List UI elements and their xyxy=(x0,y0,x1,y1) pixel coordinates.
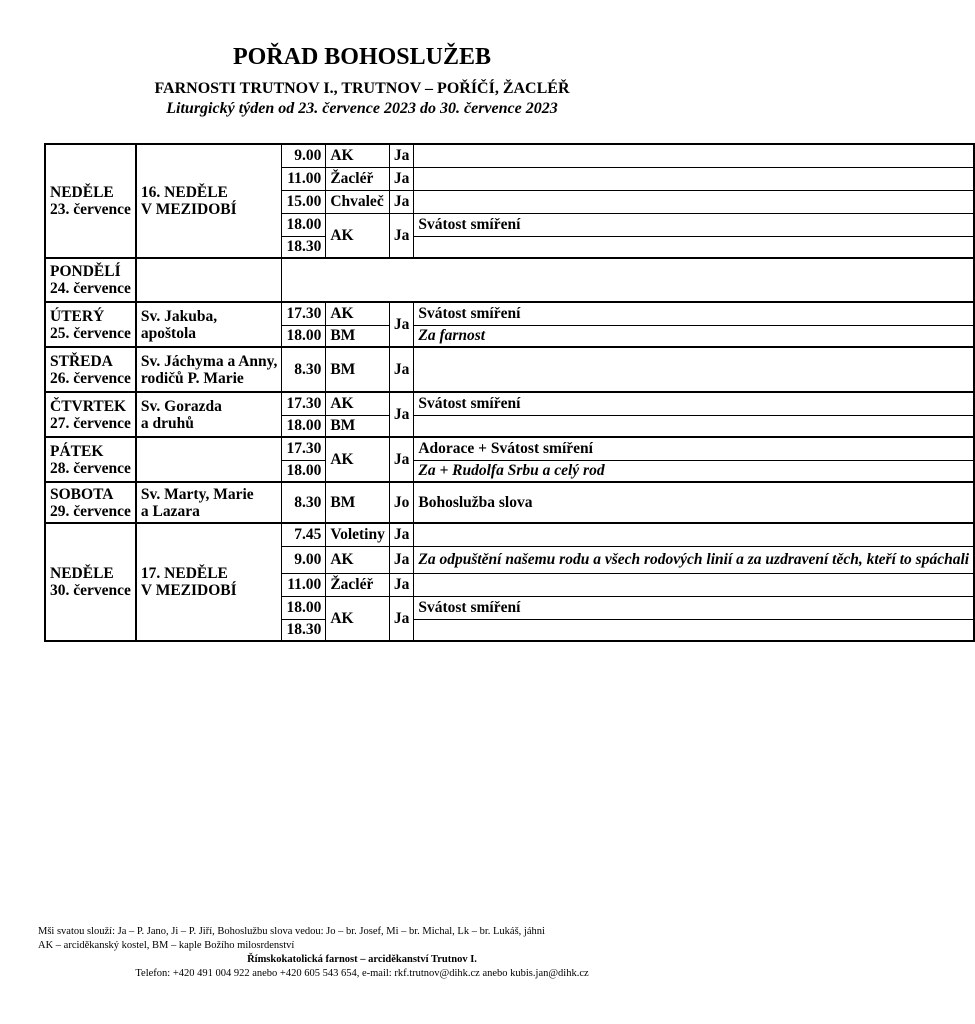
footer-celebrants-legend: Mši svatou slouží: Ja – P. Jano, Ji – P. Jiří, Bohoslužbu slova vedou: Jo – br. Josef, Mi – br. Michal, Lk – br. Lukáš, jáhni xyxy=(38,926,545,937)
place-cell: AK xyxy=(326,144,390,167)
time-cell: 18.30 xyxy=(282,619,326,641)
note-cell: Svátost smíření xyxy=(414,596,974,619)
time-cell: 7.45 xyxy=(282,523,326,546)
liturgical-week: Liturgický týden od 23. července 2023 do 30. července 2023 xyxy=(166,100,558,117)
place-cell: AK xyxy=(326,302,390,325)
footer-contact: Telefon: +420 491 004 922 anebo +420 605 543 654, e-mail: rkf.trutnov@dihk.cz anebo kubis.jan@dihk.cz xyxy=(135,968,589,979)
feast-cell: Sv. Marty, Marie a Lazara xyxy=(136,482,282,523)
day-cell: NEDĚLE 23. července xyxy=(45,144,135,258)
celebrant-cell: Ja xyxy=(389,596,414,641)
feast-cell: 17. NEDĚLE V MEZIDOBÍ xyxy=(136,523,282,641)
feast-cell: Sv. Jakuba, apoštola xyxy=(136,302,282,347)
note-cell xyxy=(414,190,974,213)
place-cell: AK xyxy=(326,213,390,258)
time-cell: 18.00 xyxy=(282,460,326,482)
place-cell: Žacléř xyxy=(326,167,390,190)
table-row xyxy=(45,144,974,167)
place-cell: Voletiny xyxy=(326,523,390,546)
note-cell: Za + Rudolfa Srbu a celý rod xyxy=(414,460,974,482)
day-cell: STŘEDA 26. července xyxy=(45,347,135,392)
day-cell: PONDĚLÍ 24. července xyxy=(45,258,135,302)
time-cell: 9.00 xyxy=(282,144,326,167)
celebrant-cell: Ja xyxy=(389,302,414,347)
note-cell xyxy=(414,144,974,167)
celebrant-cell: Ja xyxy=(389,213,414,258)
note-cell: Svátost smíření xyxy=(414,213,974,236)
celebrant-cell: Ja xyxy=(389,347,414,392)
celebrant-cell: Ja xyxy=(389,546,414,573)
note-cell: Svátost smíření xyxy=(414,392,974,415)
note-cell: Za farnost xyxy=(414,325,974,347)
day-cell: PÁTEK 28. července xyxy=(45,437,135,482)
place-cell: BM xyxy=(326,482,390,523)
day-cell: ÚTERÝ 25. července xyxy=(45,302,135,347)
time-cell: 9.00 xyxy=(282,546,326,573)
time-cell: 18.00 xyxy=(282,213,326,236)
footer-parish-name: Římskokatolická farnost – arciděkanství Trutnov I. xyxy=(247,954,477,965)
place-cell: BM xyxy=(326,347,390,392)
time-cell: 11.00 xyxy=(282,167,326,190)
note-cell xyxy=(414,167,974,190)
table-row xyxy=(45,437,974,460)
place-cell: BM xyxy=(326,325,390,347)
note-cell: Svátost smíření xyxy=(414,302,974,325)
celebrant-cell: Ja xyxy=(389,190,414,213)
celebrant-cell: Ja xyxy=(389,144,414,167)
day-cell: ČTVRTEK 27. července xyxy=(45,392,135,437)
place-cell: AK xyxy=(326,392,390,415)
schedule-table xyxy=(44,143,975,642)
time-cell: 8.30 xyxy=(282,482,326,523)
table-row xyxy=(45,523,974,546)
place-cell: BM xyxy=(326,415,390,437)
celebrant-cell: Ja xyxy=(389,392,414,437)
parish-subtitle: FARNOSTI TRUTNOV I., TRUTNOV – POŘÍČÍ, ŽACLÉŘ xyxy=(154,80,570,97)
celebrant-cell: Ja xyxy=(389,523,414,546)
page-title: POŘAD BOHOSLUŽEB xyxy=(232,44,492,70)
table-row xyxy=(45,392,974,415)
time-cell: 18.30 xyxy=(282,236,326,258)
time-cell: 17.30 xyxy=(282,392,326,415)
time-cell: 18.00 xyxy=(282,325,326,347)
day-cell: NEDĚLE 30. července xyxy=(45,523,135,641)
feast-cell: 16. NEDĚLE V MEZIDOBÍ xyxy=(136,144,282,258)
feast-cell: Sv. Gorazda a druhů xyxy=(136,392,282,437)
day-cell: SOBOTA 29. července xyxy=(45,482,135,523)
time-cell: 11.00 xyxy=(282,573,326,596)
table-row xyxy=(45,258,974,302)
table-row xyxy=(45,302,974,325)
note-cell xyxy=(414,347,974,392)
place-cell: Chvaleč xyxy=(326,190,390,213)
note-cell: Za odpuštění našemu rodu a všech rodových linií a za uzdravení těch, kteří to spáchali xyxy=(414,546,974,573)
note-cell: Adorace + Svátost smíření xyxy=(414,437,974,460)
place-cell: AK xyxy=(326,596,390,641)
time-cell: 18.00 xyxy=(282,415,326,437)
time-cell: 15.00 xyxy=(282,190,326,213)
place-cell: AK xyxy=(326,546,390,573)
table-row xyxy=(45,347,974,392)
note-cell xyxy=(414,573,974,596)
table-row xyxy=(45,482,974,523)
note-cell: Bohoslužba slova xyxy=(414,482,974,523)
time-cell: 18.00 xyxy=(282,596,326,619)
time-cell: 8.30 xyxy=(282,347,326,392)
celebrant-cell: Ja xyxy=(389,167,414,190)
place-cell: Žacléř xyxy=(326,573,390,596)
footer-places-legend: AK – arciděkanský kostel, BM – kaple Božího milosrdenství xyxy=(38,940,295,951)
feast-cell: Sv. Jáchyma a Anny, rodičů P. Marie xyxy=(136,347,282,392)
place-cell: AK xyxy=(326,437,390,482)
celebrant-cell: Jo xyxy=(389,482,414,523)
note-cell xyxy=(414,523,974,546)
time-cell: 17.30 xyxy=(282,302,326,325)
celebrant-cell: Ja xyxy=(389,573,414,596)
celebrant-cell: Ja xyxy=(389,437,414,482)
time-cell: 17.30 xyxy=(282,437,326,460)
